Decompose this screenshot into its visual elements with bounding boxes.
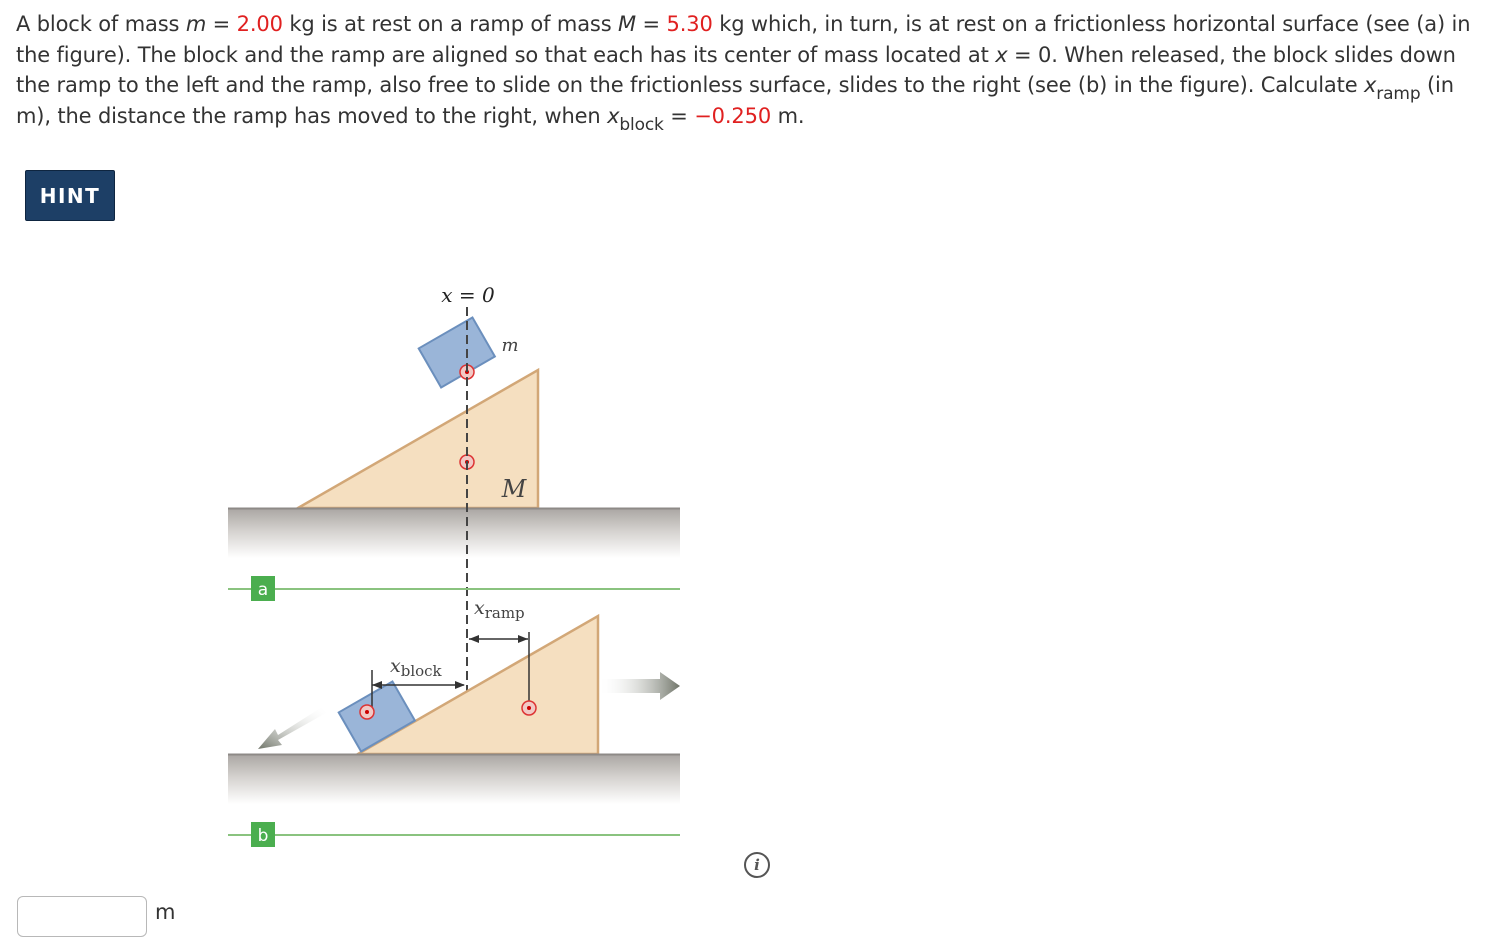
M-label: M [501,475,527,503]
floor-b [228,754,680,804]
panel-a-label: a [257,580,269,600]
xblock-label: $x_{block}$ [390,655,442,680]
x0-label: x = 0 [441,283,495,307]
hint-button[interactable]: HINT [25,170,115,221]
xramp-label: $x_{ramp}$ [474,597,525,622]
ramp-motion-arrow [598,672,680,700]
block-a [419,318,495,388]
m-label: m [501,335,519,356]
ramp-block-figure [220,275,690,855]
problem-statement: A block of mass m = 2.00 kg is at rest on a ramp of mass M = 5.30 kg which, in turn, is at rest on a frictionless horizontal surface (see (a) in the figure). The block and the ramp are aligned so that each has its center of mass located at x = 0. When released, the block slides down the ramp to the left and the ramp, also free to slide on the frictionless surface, slides to the right (see (b) in the figure). Calculate $x_{ramp}$ (in m), the distance the ramp has moved to the right, when $x_{block} = -0.250$ m. [16,12,1471,135]
xblock-value: −0.250 [694,103,772,128]
block-b-center-of-mass [360,705,374,719]
block-mass-value: 2.00 [236,12,283,36]
ramp-b-center-of-mass [522,701,536,715]
answer-input[interactable] [17,896,147,937]
floor-a [228,508,680,558]
info-icon[interactable]: i [744,852,770,878]
answer-unit: m [155,900,176,924]
block-motion-arrow [258,707,326,749]
panel-b-label: b [257,826,269,846]
ramp-mass-value: 5.30 [666,12,713,36]
